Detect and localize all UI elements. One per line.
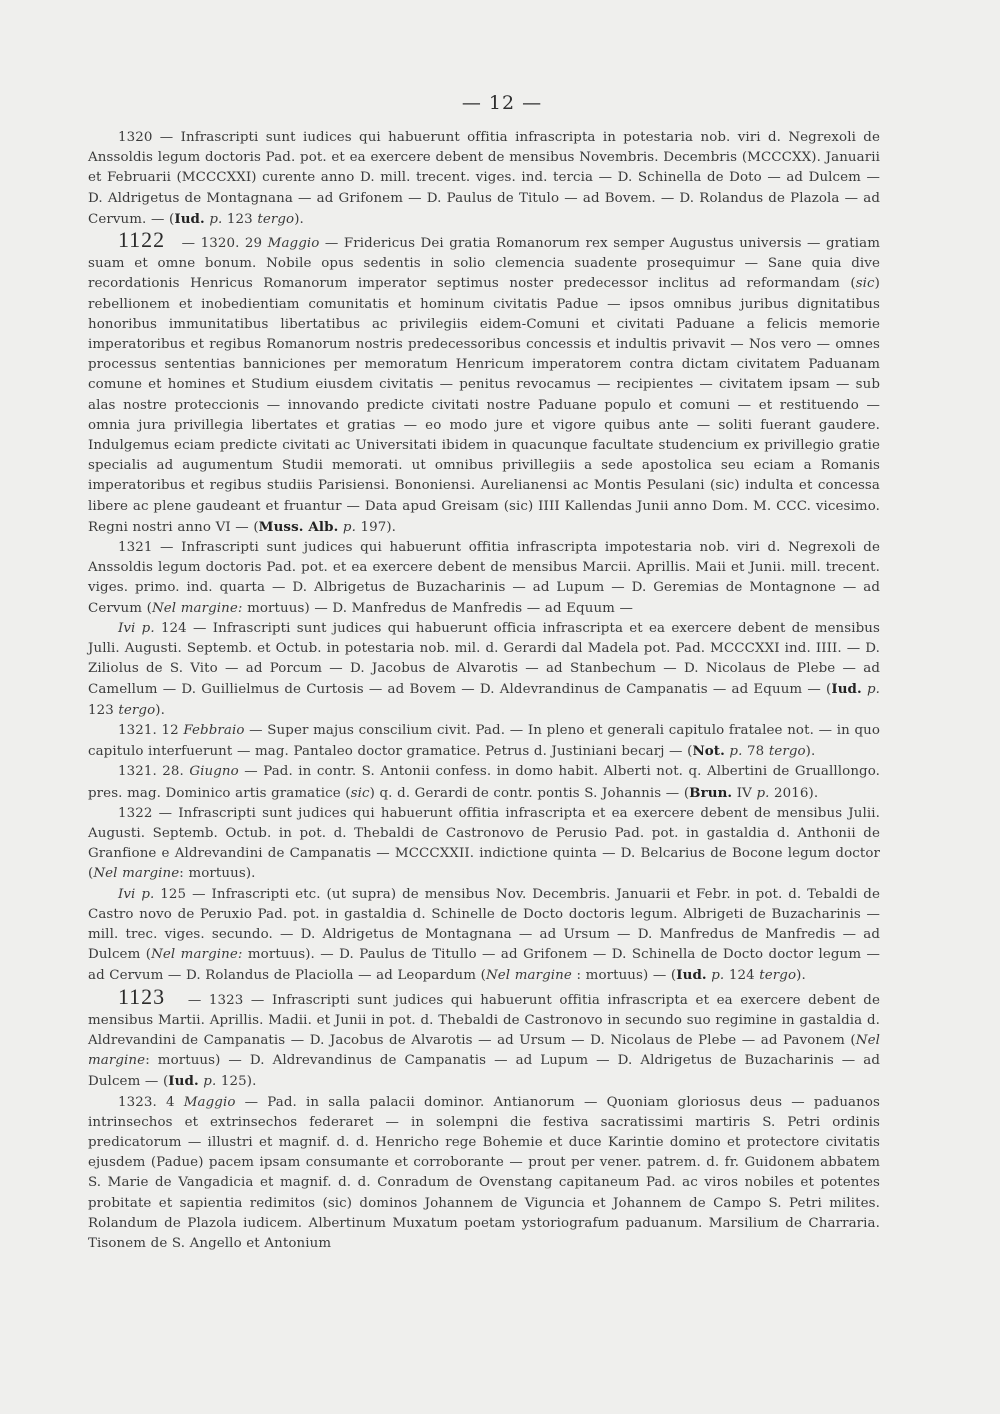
paragraph-text: Ivi p. 125 — Infrascripti etc. (ut supra) de mensibus Nov. Decembris. Januarii et Febr. in pot. d. Tebaldi de Castro novo de Peruxio Pad. pot. in gastaldia d. Schinelle de Docto doctoris legum. Albrigeti de Buzacharinis — mill. trec. viges. secundo. — D. Aldrigetus de Montagnana — ad Ursum — D. Manfredus de Manfredis — ad Dulcem (Nel margine: mortuus). — D. Paulus de Titullo — ad Grifonem — D. Schinella de Docto doctor legum — ad Cervum — D. Rolandus de Placiolla — ad Leopardum (Nel margine : mortuus) — (Iud. p. 124 tergo). xyxy=(88,886,880,984)
text-paragraph xyxy=(88,1093,880,1255)
text-paragraph xyxy=(88,721,880,762)
text-paragraph xyxy=(88,128,880,230)
paragraph-text: 1320 — Infrascripti sunt iudices qui habuerunt offitia infrascripta in potestaria nob. viri d. Negrexoli de Anssoldis legum doctoris Pad. pot. et ea exercere debent de mensibus Novembris. Decembris (MCCCXX). Januarii et Februarii (MCCCXXI) curente anno D. mill. trecent. viges. ind. tercia — D. Schinella de Doto — ad Dulcem — D. Aldrigetus de Montagnana — ad Grifonem — D. Paulus de Titulo — ad Bovem. — D. Rolandus de Plazola — ad Cervum. — (Iud. p. 123 tergo). xyxy=(88,130,880,227)
text-paragraph xyxy=(88,538,880,619)
document-number: 1123 xyxy=(118,983,166,1009)
paragraph-text: 1321. 12 Febbraio — Super majus conscilium civit. Pad. — In pleno et generali capitulo fratalee not. — in quo capitulo interfuerunt — mag. Pantaleo doctor gramatice. Petrus d. Justiniani becarj — (Not. p. 78 tergo). xyxy=(88,722,881,760)
document-number: 1122 xyxy=(118,227,166,253)
text-paragraph xyxy=(88,804,880,885)
text-paragraph xyxy=(88,619,880,721)
paragraph-text: Ivi p. 124 — Infrascripti sunt judices qui habuerunt officia infrascripta et ea exercere debent de mensibus Julli. Augusti. Septemb. et Octub. in potestaria nob. mil. d. Gerardi dal Madela pot. Pad. MCCCXXI ind. IIII. — D. Ziliolus de S. Vito — ad Porcum — D. Jacobus de Alvarotis — ad Stanbechum — D. Nicolaus de Plebe — ad Camellum — D. Guillielmus de Curtosis — ad Bovem — D. Aldevrandinus de Campanatis — ad Equum — (Iud. p. 123 tergo). xyxy=(88,620,880,718)
paragraph-text: — 1323 — Infrascripti sunt judices qui habuerunt offitia infrascripta et ea exercere debent de mensibus Martii. Aprillis. Madii. et Junii in pot. d. Thebaldi de Castronovo in secundo suo regimine in gastaldia d. Aldrevandini de Campanatis — D. Jacobus de Alvarotis — ad Ursum — D. Nicolaus de Plebe — ad Pavonem (Nel margine: mortuus) — D. Aldrevandinus de Campanatis — ad Lupum — D. Aldrigetus de Buzacharinis — ad Dulcem — (Iud. p. 125). xyxy=(88,992,881,1090)
document-entry-paragraph xyxy=(88,983,881,1093)
paragraph-text: 1321. 28. Giugno — Pad. in contr. S. Antonii confess. in domo habit. Alberti not. q. Albertini de Grualllongo. pres. mag. Dominico artis gramatice (sic) q. d. Gerardi de contr. pontis S. Johannis — (Brun. IV p. 2016). xyxy=(88,764,880,801)
text-paragraph xyxy=(88,762,880,803)
text-paragraph xyxy=(88,885,880,987)
page-number: — 12 — xyxy=(461,92,543,114)
paragraph-text: 1321 — Infrascripti sunt judices qui habuerunt offitia infrascripta impotestaria nob. viri d. Negrexoli de Anssoldis legum doctoris Pad. pot. et ea exercere debent de mensibus Marcii. Aprillis. Maii et Junii. mill. trecent. viges. primo. ind. quarta — D. Albrigetus de Buzacharinis — ad Lupum — D. Geremias de Montagnone — ad Cervum (Nel margine: mortuus) — D. Manfredus de Manfredis — ad Equum — xyxy=(88,540,880,616)
paragraph-text: — 1320. 29 Maggio — Fridericus Dei gratia Romanorum rex semper Augustus universis — gratiam suam et omne bonum. Nobile opus sedentis in solio clemencia suadente prosequimur — Sane quia dive recordationis Henricus Romanorum imperator septimus noster predecessor inclitus ad reformandam (sic) rebellionem et inobedientiam comunitatis et hominum civitatis Padue — ipsos omnibus juribus dignitatibus honoribus immunitatibus libertatibus ac privilegiis eidem-Comuni et civitati Paduane a felicis memorie imperatoribus et regibus Romanorum nostris predecessoribus concessis et indultis privavit — Nos vero — omnes processus sententias banniciones per memoratum Henricum imperatorem contra dictam civitatem Paduanam comune et homines et Studium eiusdem civitatis — penitus revocamus — recipientes — civitatem ipsam — sub alas nostre proteccionis — innovando predicte civitati nostre Paduane populo et comuni — et restituendo — omnia jura privillegia libertates et gratias — eo modo jure et vigore quibus ante — soliti fuerant gaudere. Indulgemus eciam predicte civitati ac Universitati ibidem in quacunque facultate studencium ex privillegio gratie specialis ad augumentum Studii memorati. ut omnibus privillegiis a sede apostolica seu eciam a Romanis imperatoribus et regibus studiis Parisiensi. Bononiensi. Aurelianensi ac Montis Pesulani (sic) indulta et concessa libere ac plene gaudeant et fruantur — Data apud Greisam (sic) IIII Kallendas Junii anno Dom. M. CCC. vicesimo. Regni nostri anno VI — (Muss. Alb. p. 197). xyxy=(88,236,881,535)
paragraph-text: 1323. 4 Maggio — Pad. in salla palacii dominor. Antianorum — Quoniam gloriosus deus — paduanos intrinsechos et extrinsechos federaret — in solempni die festiva sacratissimi martiris S. Petri ordinis predicatorum — illustri et magnif. d. d. Henricho rege Bohemie et duce Karintie domino et protectore civitatis ejusdem (Padue) pacem ipsam consumante et corroborante — prout per vener. patrem. d. fr. Guidonem abbatem S. Marie de Vangadicia et magnif. d. d. Conradum de Ovenstang capitaneum Pad. ac viros nobiles et potentes probitate et sapientia redimitos (sic) dominos Johannem de Viguncia et Johannem de Campo S. Petri milites. Rolandum de Plazola iudicem. Albertinum Muxatum poetam ystoriografum paduanum. Marsilium de Charraria. Tisonem de S. Angello et Antonium xyxy=(88,1094,880,1251)
document-body xyxy=(88,128,880,1254)
document-entry-paragraph xyxy=(88,227,881,538)
paragraph-text: 1322 — Infrascripti sunt judices qui habuerunt offitia infrascripta et ea exercere debent de mensibus Julii. Augusti. Septemb. Octub. in pot. d. Thebaldi de Castronovo de Perusio Pad. pot. in gastaldia d. Anthonii de Granfione e Aldrevandini de Campanatis — MCCCXXII. indictione quinta — D. Belcarius de Bocone legum doctor (Nel margine: mortuus). xyxy=(88,805,880,882)
